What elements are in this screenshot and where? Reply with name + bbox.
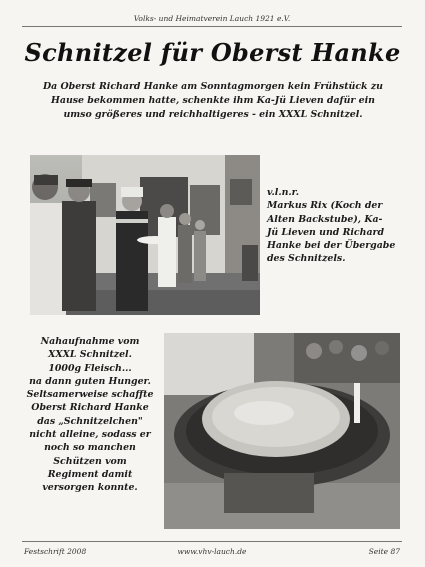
page-footer: [22, 541, 402, 556]
caption-line: na dann guten Hunger.: [29, 375, 151, 387]
caption-line: 1000g Fleisch...: [48, 362, 132, 374]
caption-line: Hanke bei der Übergabe: [267, 240, 396, 252]
caption-line: Regiment damit: [47, 468, 133, 480]
caption-line: Nahaufnahme vom: [40, 336, 140, 347]
handover-photo: [30, 155, 260, 315]
article-title: Schnitzel für Oberst Hanke: [24, 38, 401, 67]
caption-line: Jü Lieven und Richard: [267, 226, 385, 238]
caption-line: Alten Backstube), Ka-: [267, 213, 383, 225]
caption-line: Schützen vom: [53, 455, 127, 467]
schnitzel-photo: [164, 333, 400, 529]
caption-line: das „Schnitzelchen": [37, 415, 143, 427]
closeup-caption: [22, 335, 158, 495]
caption-line: versorgen konnte.: [42, 482, 138, 494]
caption-line: des Schnitzels.: [267, 253, 346, 265]
caption-line: nicht alleine, sodass er: [29, 429, 151, 441]
article-intro: Da Oberst Richard Hanke am Sonntagmorgen kein Frühstück zu Hause bekommen hatte, schenkte ihm Ka-Jü Lieven dafür ein umso größeres und reichhaltigeres - ein XXXL Schnitzel.: [43, 81, 383, 120]
footer-website: www.vhv-lauch.de: [177, 547, 247, 556]
handover-caption: [267, 186, 407, 266]
caption-line: Oberst Richard Hanke: [31, 402, 149, 414]
caption-line: noch so manchen: [44, 442, 136, 454]
footer-page-number: Seite 87: [368, 547, 400, 556]
page-header: Volks- und Heimatverein Lauch 1921 e.V.: [22, 14, 402, 27]
caption-line: v.l.n.r.: [267, 187, 300, 198]
caption-line: Markus Rix (Koch der: [267, 200, 383, 212]
footer-publication: Festschrift 2008: [24, 547, 87, 556]
caption-line: XXXL Schnitzel.: [48, 349, 132, 361]
caption-line: Seltsamerweise schaffte: [26, 389, 154, 401]
